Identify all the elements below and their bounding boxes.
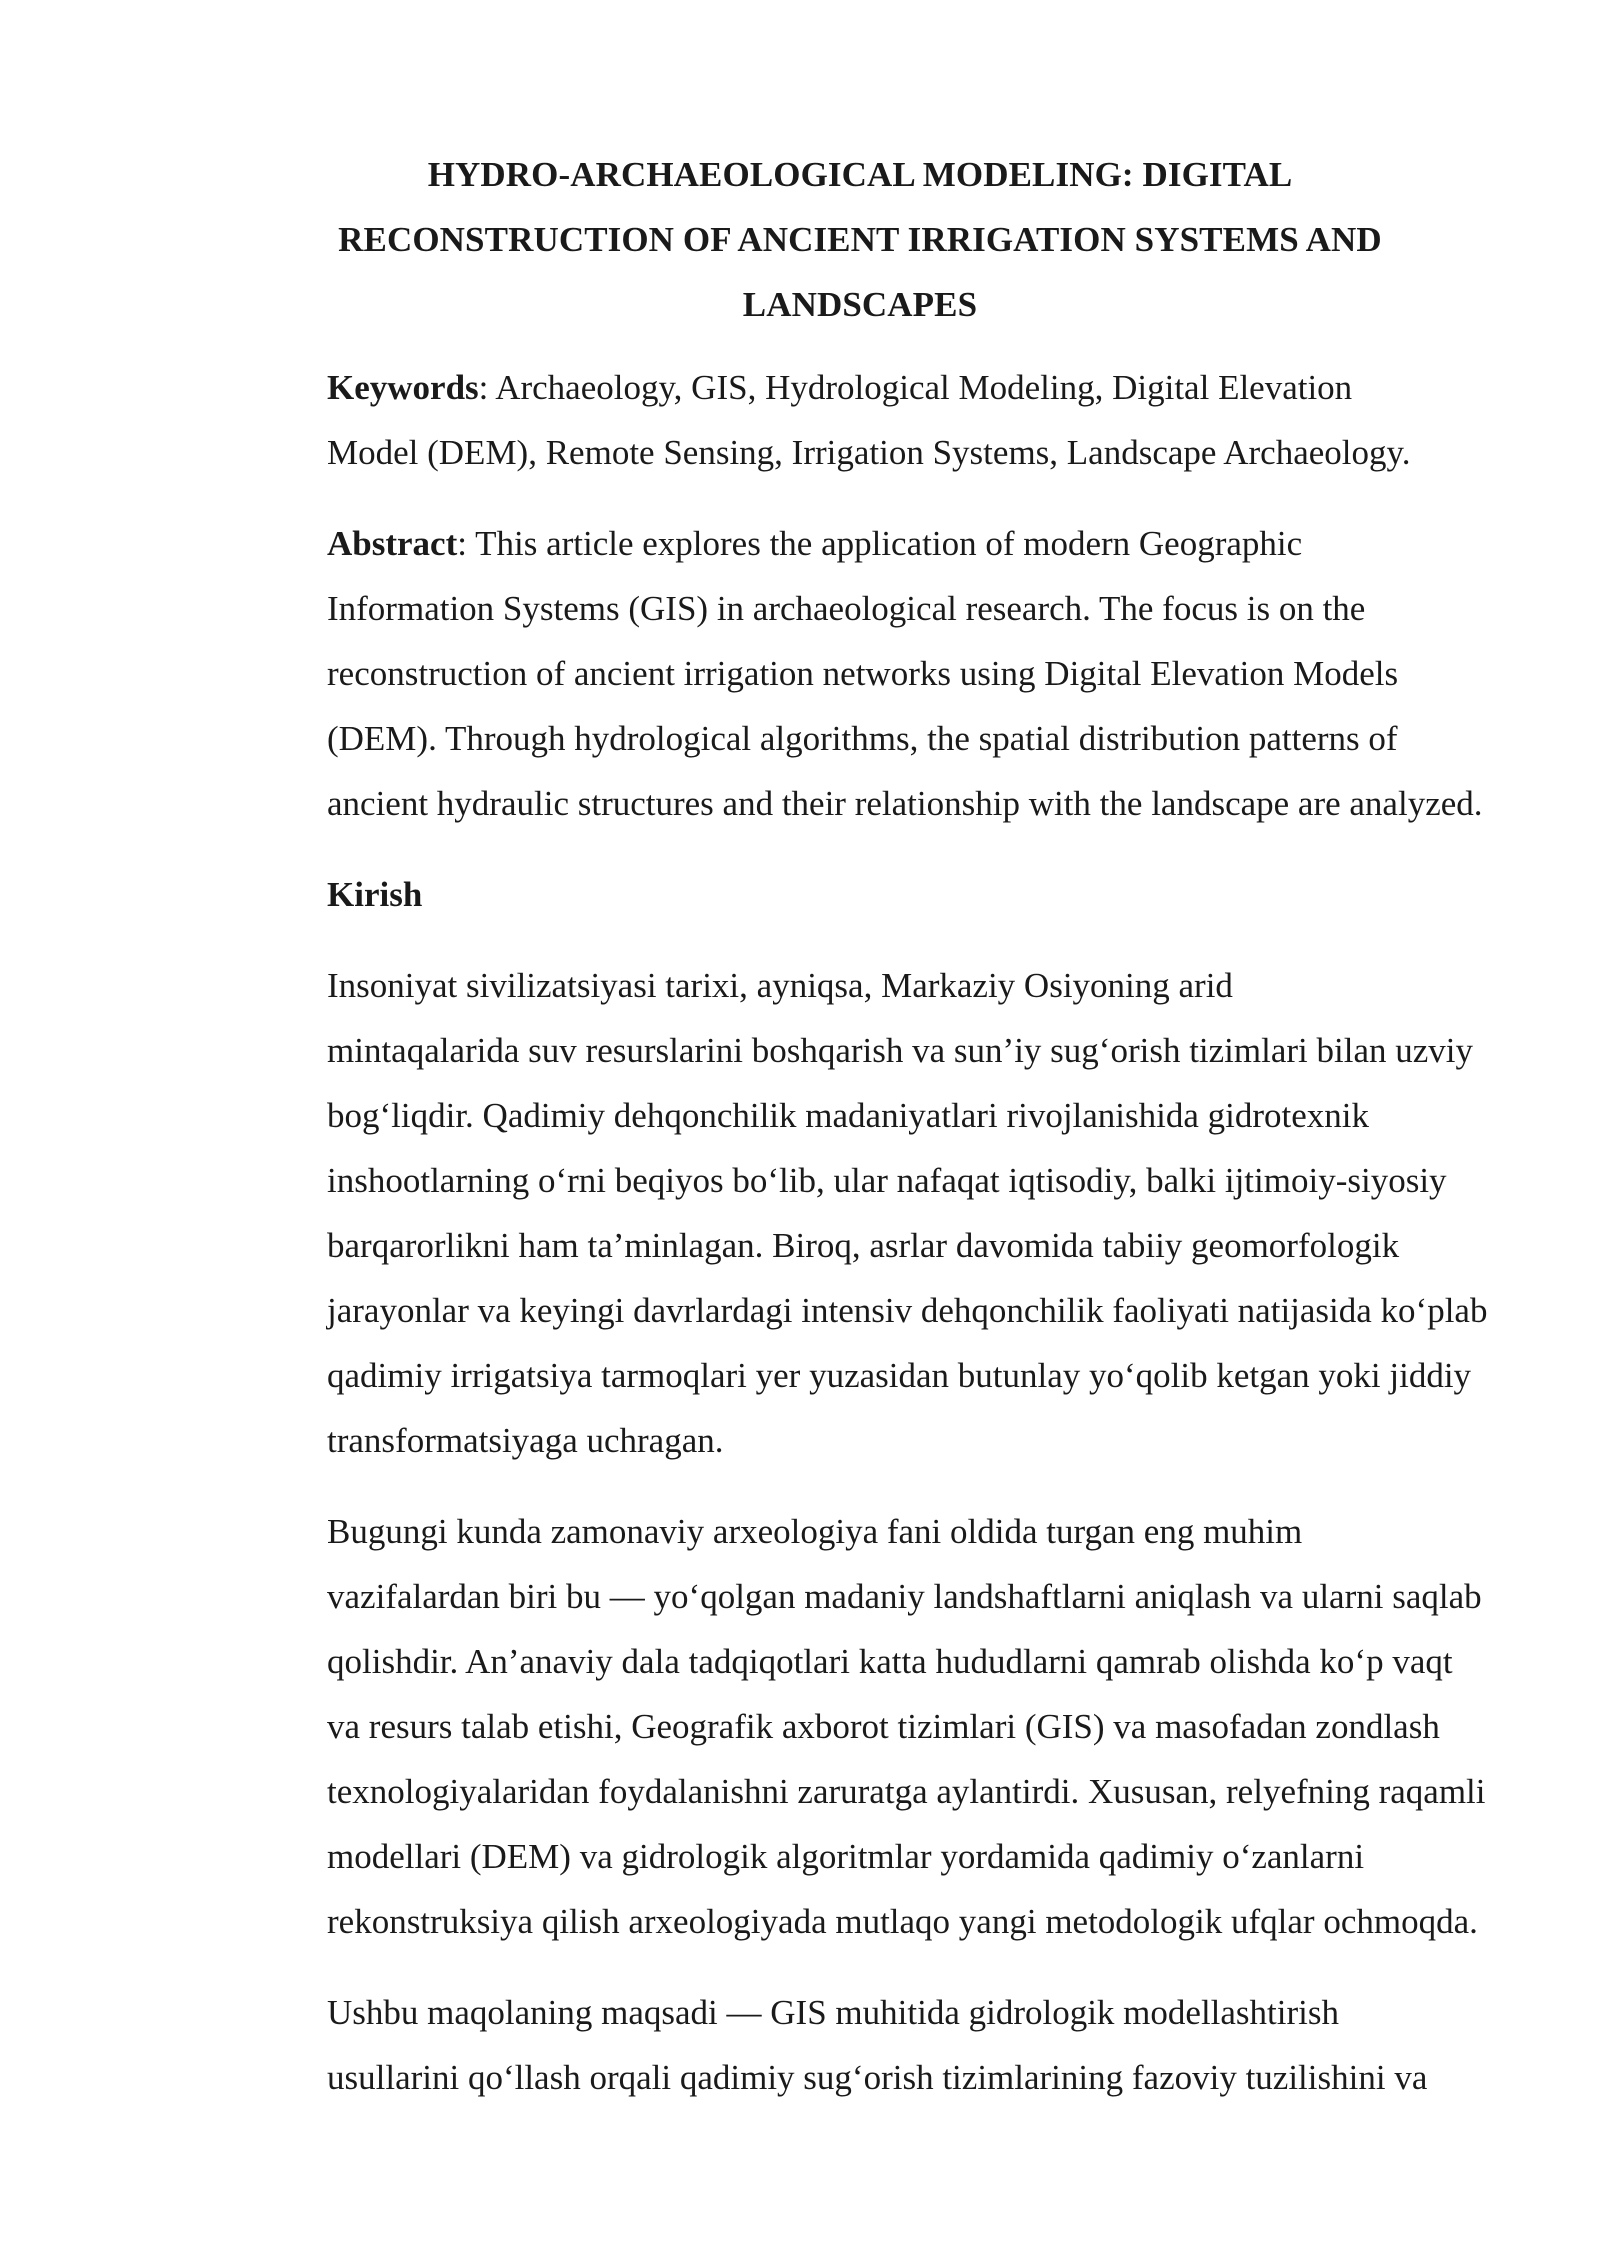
abstract-text: ancient hydraulic structures and their relationship with the landscape are analyzed. <box>327 784 1483 823</box>
paragraph-line: texnologiyalaridan foydalanishni zaruratga aylantirdi. Xususan, relyefning raqamli <box>327 1772 1486 1811</box>
paragraph-line: modellari (DEM) va gidrologik algoritmlar yordamida qadimiy o‘zanlarni <box>327 1837 1365 1876</box>
paragraph-line: qolishdir. An’anaviy dala tadqiqotlari katta hududlarni qamrab olishda ko‘p vaqt <box>327 1642 1453 1681</box>
abstract-text: reconstruction of ancient irrigation networks using Digital Elevation Models <box>327 654 1399 693</box>
title-line: RECONSTRUCTION OF ANCIENT IRRIGATION SYSTEMS AND <box>338 220 1382 259</box>
document-body <box>230 142 1490 2136</box>
body-paragraph-2 <box>230 1499 1490 1954</box>
body-paragraph-1 <box>230 953 1490 1473</box>
title-line: HYDRO-ARCHAEOLOGICAL MODELING: DIGITAL <box>427 155 1293 194</box>
body-paragraph-3 <box>230 1980 1490 2110</box>
abstract-text: : This article explores the application of modern Geographic <box>457 524 1303 563</box>
paragraph-line: Ushbu maqolaning maqsadi — GIS muhitida gidrologik modellashtirish <box>327 1993 1339 2032</box>
paragraph-line: usullarini qo‘llash orqali qadimiy sug‘orish tizimlarining fazoviy tuzilishini va <box>327 2058 1428 2097</box>
paragraph-line: barqarorlikni ham ta’minlagan. Biroq, asrlar davomida tabiiy geomorfologik <box>327 1226 1400 1265</box>
abstract-paragraph <box>230 511 1490 836</box>
keywords-text: Model (DEM), Remote Sensing, Irrigation Systems, Landscape Archaeology. <box>327 433 1411 472</box>
keywords-paragraph <box>230 355 1490 485</box>
paragraph-line: Insoniyat sivilizatsiyasi tarixi, ayniqsa, Markaziy Osiyoning arid <box>327 966 1233 1005</box>
title-line: LANDSCAPES <box>742 285 978 324</box>
paper-title <box>230 142 1490 337</box>
paragraph-line: Bugungi kunda zamonaviy arxeologiya fani oldida turgan eng muhim <box>327 1512 1303 1551</box>
paragraph-line: va resurs talab etishi, Geografik axborot tizimlari (GIS) va masofadan zondlash <box>327 1707 1440 1746</box>
keywords-text: : Archaeology, GIS, Hydrological Modeling, Digital Elevation <box>478 368 1353 407</box>
abstract-label: Abstract <box>327 524 458 563</box>
paragraph-line: rekonstruksiya qilish arxeologiyada mutlaqo yangi metodologik ufqlar ochmoqda. <box>327 1902 1478 1941</box>
paragraph-line: inshootlarning o‘rni beqiyos bo‘lib, ular nafaqat iqtisodiy, balki ijtimoiy-siyosiy <box>327 1161 1447 1200</box>
paragraph-line: vazifalardan biri bu — yo‘qolgan madaniy landshaftlarni aniqlash va ularni saqlab <box>327 1577 1482 1616</box>
section-heading-kirish: Kirish <box>327 875 423 914</box>
paragraph-line: bog‘liqdir. Qadimiy dehqonchilik madaniyatlari rivojlanishida gidrotexnik <box>327 1096 1370 1135</box>
paragraph-line: qadimiy irrigatsiya tarmoqlari yer yuzasidan butunlay yo‘qolib ketgan yoki jiddiy <box>327 1356 1472 1395</box>
abstract-text: Information Systems (GIS) in archaeological research. The focus is on the <box>327 589 1366 628</box>
paragraph-line: transformatsiyaga uchragan. <box>327 1421 724 1460</box>
paragraph-line: mintaqalarida suv resurslarini boshqarish va sun’iy sug‘orish tizimlari bilan uzviy <box>327 1031 1474 1070</box>
keywords-label: Keywords <box>327 368 479 407</box>
abstract-text: (DEM). Through hydrological algorithms, the spatial distribution patterns of <box>327 719 1398 758</box>
paragraph-line: jarayonlar va keyingi davrlardagi intensiv dehqonchilik faoliyati natijasida ko‘plab <box>327 1291 1488 1330</box>
